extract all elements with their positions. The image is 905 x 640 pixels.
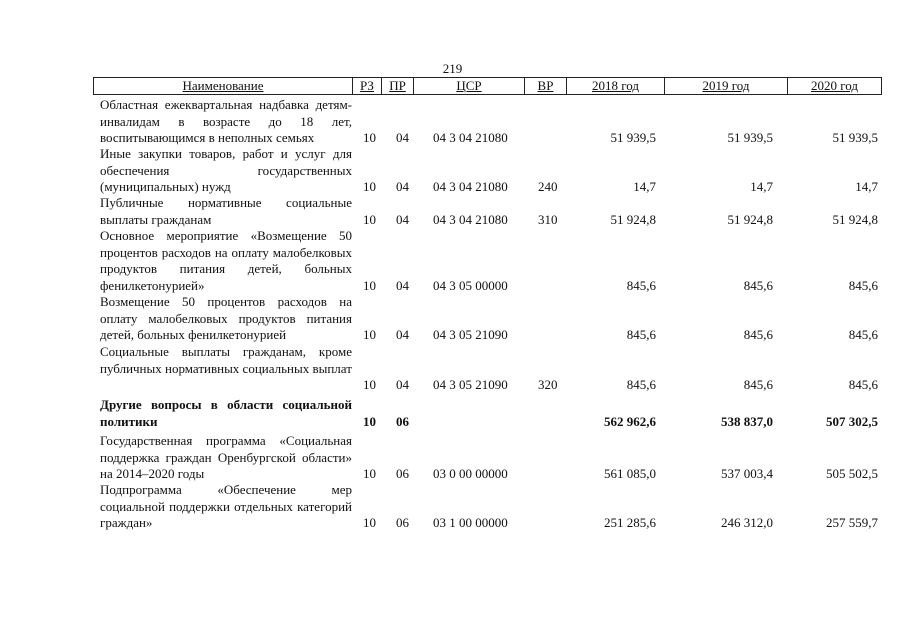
cell-2018: 845,6 (626, 377, 656, 392)
column-header-2019: 2019 год (665, 78, 788, 94)
cell-rz: 10 (363, 515, 376, 530)
cell-2020: 257 559,7 (826, 515, 878, 530)
row-name: Публичные нормативные социальные выплаты гражданам (100, 195, 352, 227)
cell-2019: 51 939,5 (727, 130, 773, 145)
row-name: Другие вопросы в области социальной политики (100, 397, 352, 429)
cell-2020: 845,6 (848, 277, 878, 293)
cell-pr: 04 (396, 211, 409, 227)
column-header-name: Наименование (94, 78, 353, 94)
cell-rz: 10 (363, 377, 376, 392)
row-name: Возмещение 50 процентов расходов на оплату малобелковых продуктов питания детей, больных фенилкетонурией (100, 294, 352, 342)
column-header-2020: 2020 год (811, 78, 858, 93)
cell-2019: 246 312,0 (721, 515, 773, 530)
cell-2019: 14,7 (750, 179, 773, 194)
table-row (0, 146, 905, 196)
row-name: Подпрограмма «Обеспечение мер социальной поддержки отдельных категорий граждан» (100, 482, 352, 530)
row-name: Иные закупки товаров, работ и услуг для обеспечения государственных (муниципальных) нужд (100, 146, 352, 194)
cell-rz: 10 (363, 466, 376, 481)
cell-csr: 03 1 00 00000 (433, 515, 508, 530)
table-row (0, 344, 905, 394)
cell-rz: 10 (363, 327, 376, 342)
cell-csr: 04 3 04 21080 (433, 179, 508, 194)
cell-rz: 10 (363, 211, 376, 227)
table-row (0, 97, 905, 147)
cell-2020: 505 502,5 (826, 466, 878, 481)
cell-2020: 507 302,5 (826, 413, 878, 429)
cell-pr: 04 (396, 327, 409, 342)
cell-2020: 845,6 (848, 377, 878, 392)
column-header-csr: ЦСР (414, 78, 525, 94)
cell-rz: 10 (363, 130, 376, 145)
cell-2018: 51 939,5 (610, 130, 656, 145)
cell-rz: 10 (363, 179, 376, 194)
cell-2018: 14,7 (633, 179, 656, 194)
cell-pr: 06 (396, 466, 409, 481)
cell-2020: 51 939,5 (832, 130, 878, 145)
cell-2019: 845,6 (743, 377, 773, 392)
cell-rz: 10 (363, 413, 376, 429)
cell-pr: 06 (396, 413, 409, 429)
cell-2018: 561 085,0 (604, 466, 656, 481)
cell-2018: 51 924,8 (610, 211, 656, 227)
column-header-2018: 2018 год (567, 78, 665, 94)
cell-csr: 04 3 05 21090 (433, 327, 508, 342)
table-row (0, 433, 905, 483)
table-row (0, 294, 905, 344)
cell-csr: 04 3 04 21080 (433, 211, 508, 227)
cell-csr: 03 0 00 00000 (433, 466, 508, 481)
page-number: 219 (442, 61, 463, 76)
row-name: Социальные выплаты гражданам, кроме публичных нормативных социальных выплат (100, 344, 352, 376)
cell-pr: 04 (396, 377, 409, 392)
row-name: Областная ежеквартальная надбавка детям-инвалидам в возрасте до 18 лет, воспитывающимся в неполных семьях (100, 97, 352, 145)
cell-csr: 04 3 04 21080 (433, 130, 508, 145)
cell-csr: 04 3 05 21090 (433, 377, 508, 392)
cell-2018: 845,6 (626, 277, 656, 293)
table-row (0, 482, 905, 532)
cell-vr: 310 (538, 211, 558, 227)
cell-2019: 845,6 (743, 277, 773, 293)
cell-2018: 251 285,6 (604, 515, 656, 530)
cell-2018: 562 962,6 (604, 413, 656, 429)
row-name: Основное мероприятие «Возмещение 50 процентов расходов на оплату малобелковых продуктов питания детей, больных фенилкетонурией» (100, 228, 352, 293)
cell-pr: 04 (396, 130, 409, 145)
cell-2018: 845,6 (626, 327, 656, 342)
cell-vr: 320 (538, 377, 558, 392)
cell-2019: 537 003,4 (721, 466, 773, 481)
column-header-pr: ПР (382, 78, 414, 94)
cell-csr: 04 3 05 00000 (433, 277, 508, 293)
cell-pr: 04 (396, 277, 409, 293)
table-row (0, 397, 905, 430)
column-header-rz: РЗ (353, 78, 382, 94)
cell-2019: 538 837,0 (721, 413, 773, 429)
cell-rz: 10 (363, 277, 376, 293)
row-name: Государственная программа «Социальная поддержка граждан Оренбургской области» на 2014–2020 годы (100, 433, 352, 481)
cell-pr: 04 (396, 179, 409, 194)
cell-2020: 14,7 (855, 179, 878, 194)
table-row (0, 195, 905, 228)
cell-2020: 51 924,8 (832, 211, 878, 227)
column-header-vr: ВР (525, 78, 567, 94)
cell-vr: 240 (538, 179, 558, 194)
table-row (0, 228, 905, 294)
cell-pr: 06 (396, 515, 409, 530)
table-header (93, 77, 882, 95)
cell-2020: 845,6 (848, 327, 878, 342)
cell-2019: 845,6 (743, 327, 773, 342)
cell-2019: 51 924,8 (727, 211, 773, 227)
